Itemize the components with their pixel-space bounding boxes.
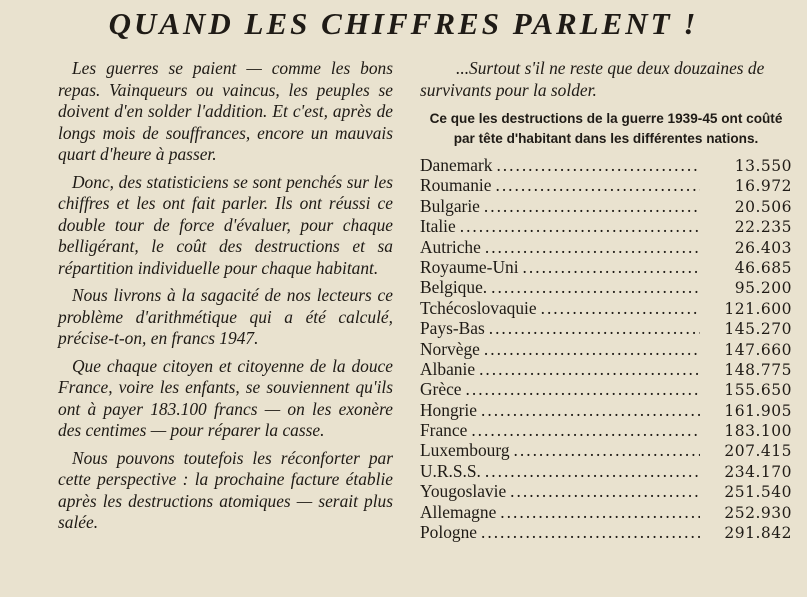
country-name: Italie	[420, 216, 456, 237]
cost-value: 147.660	[724, 340, 792, 359]
cost-value: 207.415	[724, 442, 792, 461]
table-row	[420, 359, 792, 379]
country-name: Danemark	[420, 155, 493, 175]
leader-dots	[485, 461, 700, 481]
leader-dots	[466, 379, 700, 399]
table-row	[420, 461, 792, 481]
country-name: Belgique.	[420, 277, 488, 298]
leader-dots	[491, 277, 700, 297]
paragraph-2: Donc, des statisticiens se sont penchés sur les chiffres et les ont fait parler. Ils ont réussi ce double tour de force d'évaluer, pour chaque belligérant, le coût des destructions et sa répartition individuelle pour chaque habitant.	[58, 171, 393, 278]
leader-dots	[500, 502, 700, 522]
paragraph-5: Nous pouvons toutefois les réconforter par cette perspective : la prochaine facture établie après les destructions atomiques — serait plus salée.	[58, 447, 393, 532]
country-name: Hongrie	[420, 399, 477, 420]
leader-dots	[510, 481, 700, 501]
table-row	[420, 440, 792, 460]
country-name: Bulgarie	[420, 195, 480, 216]
leader-dots	[495, 175, 700, 195]
article-title: QUAND LES CHIFFRES PARLENT !	[108, 6, 699, 41]
table-row	[420, 277, 792, 297]
paragraph-4: Que chaque citoyen et citoyenne de la douce France, voire les enfants, se souviennent qu'ils ont à payer 183.100 francs — on les exonère des centimes — pour réparer la casse.	[58, 355, 393, 440]
cost-value: 95.200	[734, 279, 792, 298]
leader-dots	[485, 237, 700, 257]
cost-value: 148.775	[724, 360, 792, 379]
paragraph-3: Nous livrons à la sagacité de nos lecteurs ce problème d'arithmétique qui a été calculé, précise-t-on, en francs 1947.	[58, 285, 393, 348]
leader-dots	[481, 522, 700, 542]
leader-dots	[481, 400, 700, 420]
cost-value: 26.403	[734, 238, 792, 257]
cost-value: 121.600	[724, 299, 792, 318]
country-name: Autriche	[420, 236, 481, 257]
table-row	[420, 420, 792, 440]
country-name: Grèce	[420, 379, 462, 400]
table-row	[420, 502, 792, 522]
leader-dots	[460, 216, 700, 236]
table-row	[420, 522, 792, 542]
intro-text: ...Surtout s'il ne reste que deux douzaines de survivants pour la solder.	[420, 58, 765, 100]
leader-dots	[541, 298, 700, 318]
leader-dots	[484, 196, 700, 216]
leader-dots	[523, 257, 700, 277]
cost-value: 16.972	[734, 177, 792, 196]
country-name: Luxembourg	[420, 440, 510, 461]
cost-value: 145.270	[724, 320, 792, 339]
cost-value: 22.235	[734, 218, 792, 237]
table-row	[420, 196, 792, 216]
table-row	[420, 400, 792, 420]
table-row	[420, 237, 792, 257]
leader-dots	[471, 420, 700, 440]
table-row	[420, 318, 792, 338]
cost-value: 234.170	[724, 462, 792, 481]
country-name: Royaume-Uni	[420, 256, 519, 277]
table-row	[420, 216, 792, 236]
country-name: France	[420, 420, 468, 441]
country-name: U.R.S.S.	[420, 460, 481, 481]
table-heading: Ce que les destructions de la guerre 1939-45 ont coûté par tête d'habitant dans les différentes nations.	[429, 111, 783, 146]
leader-dots	[479, 359, 700, 379]
country-name: Pays-Bas	[420, 318, 485, 339]
cost-value: 183.100	[724, 422, 792, 441]
country-name: Tchécoslovaquie	[420, 297, 537, 318]
country-name: Pologne	[420, 522, 478, 543]
leader-dots	[496, 155, 700, 175]
table-row	[420, 175, 792, 195]
cost-value: 46.685	[734, 258, 792, 277]
cost-value: 13.550	[734, 157, 792, 175]
table-row	[420, 298, 792, 318]
right-column	[420, 58, 792, 542]
paragraph-1: Les guerres se paient — comme les bons repas. Vainqueurs ou vaincus, les peuples se doivent d'en solder l'addition. Et c'est, après de longs mois de souffrances, encore un mauvais quart d'heure à passer.	[58, 58, 393, 164]
left-column	[58, 58, 393, 540]
country-name: Allemagne	[420, 501, 497, 522]
cost-value: 251.540	[724, 483, 792, 502]
country-name: Norvège	[420, 338, 480, 359]
cost-value: 252.930	[724, 503, 792, 522]
table-row	[420, 379, 792, 399]
country-name: Yougoslavie	[420, 481, 507, 502]
table-row	[420, 481, 792, 501]
cost-value: 155.650	[724, 381, 792, 400]
cost-value: 20.506	[734, 197, 792, 216]
leader-dots	[484, 339, 700, 359]
cost-table	[420, 155, 792, 542]
table-row	[420, 155, 792, 175]
leader-dots	[514, 440, 700, 460]
country-name: Albanie	[420, 358, 476, 379]
country-name: Roumanie	[420, 175, 492, 196]
table-row	[420, 257, 792, 277]
leader-dots	[489, 318, 700, 338]
cost-value: 291.842	[724, 524, 792, 543]
cost-value: 161.905	[724, 401, 792, 420]
table-row	[420, 339, 792, 359]
